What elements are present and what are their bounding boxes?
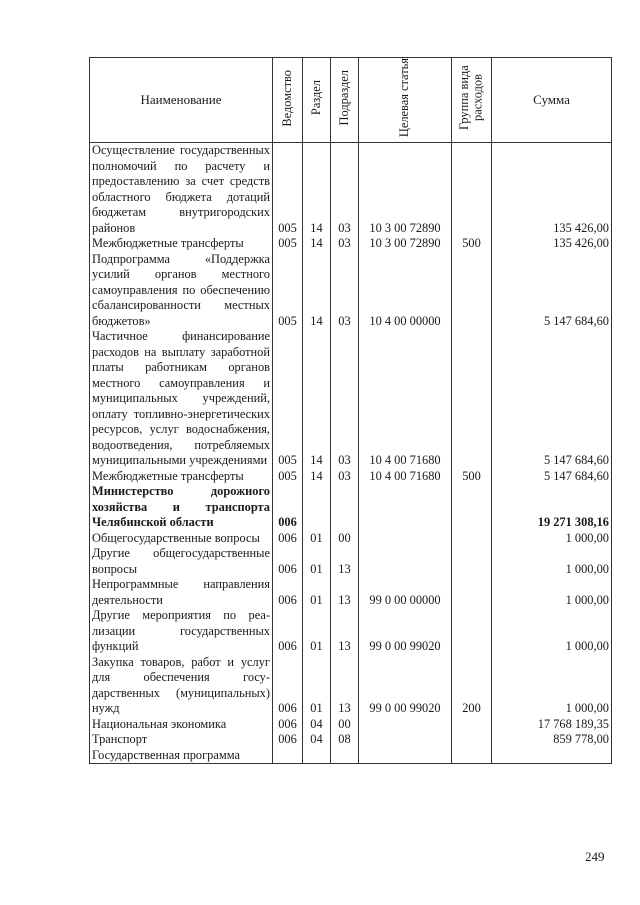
- row-podrazdel: 08: [331, 732, 359, 748]
- row-podrazdel: 13: [331, 546, 359, 577]
- row-summa: 1 000,00: [492, 655, 612, 717]
- row-podrazdel: 13: [331, 655, 359, 717]
- row-razdel: 01: [303, 577, 331, 608]
- row-vedomstvo: 006: [273, 531, 303, 547]
- header-summa: Сумма: [492, 58, 612, 143]
- row-razdel: [303, 484, 331, 531]
- row-razdel: 01: [303, 546, 331, 577]
- row-name: Закупка товаров, работ и услуг для обеспечения государственных (муниципальных) нужд: [90, 655, 273, 717]
- row-podrazdel: 00: [331, 531, 359, 547]
- row-celevaya: 99 0 00 00000: [359, 577, 452, 608]
- row-gruppa: [452, 329, 492, 469]
- row-celevaya: 10 4 00 71680: [359, 469, 452, 485]
- row-gruppa: [452, 531, 492, 547]
- row-vedomstvo: 006: [273, 717, 303, 733]
- row-name: Осуществление государственных полномочий по расчету и предоставлению за счет средств областного бюджета дотаций бюджетам внутригородских районов: [90, 143, 273, 237]
- row-razdel: [303, 748, 331, 764]
- row-name: Общегосударственные вопросы: [90, 531, 273, 547]
- table-row: [90, 732, 612, 748]
- header-podrazdel: Подраздел: [331, 58, 359, 143]
- page-number: 249: [585, 849, 605, 864]
- header-razdel: Раздел: [303, 58, 331, 143]
- row-celevaya: [359, 748, 452, 764]
- table-row: [90, 252, 612, 330]
- row-summa: 135 426,00: [492, 236, 612, 252]
- row-summa: 1 000,00: [492, 531, 612, 547]
- row-gruppa: [452, 143, 492, 237]
- table-row: [90, 608, 612, 655]
- row-vedomstvo: 006: [273, 546, 303, 577]
- row-gruppa: [452, 484, 492, 531]
- row-podrazdel: [331, 484, 359, 531]
- row-razdel: 14: [303, 252, 331, 330]
- table-row: [90, 484, 612, 531]
- header-gruppa: Группа вида расходов: [452, 58, 492, 143]
- row-summa: 19 271 308,16: [492, 484, 612, 531]
- row-vedomstvo: 006: [273, 732, 303, 748]
- row-vedomstvo: 005: [273, 329, 303, 469]
- table-row: [90, 469, 612, 485]
- row-vedomstvo: 005: [273, 252, 303, 330]
- table-row: [90, 531, 612, 547]
- row-celevaya: 10 4 00 71680: [359, 329, 452, 469]
- row-gruppa: [452, 577, 492, 608]
- row-razdel: 14: [303, 469, 331, 485]
- row-name: Другие общегосударственные вопросы: [90, 546, 273, 577]
- row-celevaya: 10 3 00 72890: [359, 143, 452, 237]
- row-gruppa: [452, 546, 492, 577]
- row-summa: 17 768 189,35: [492, 717, 612, 733]
- row-vedomstvo: 006: [273, 484, 303, 531]
- table-row: [90, 143, 612, 237]
- header-vedomstvo: Ведомство: [273, 58, 303, 143]
- row-name: Межбюджетные трансферты: [90, 469, 273, 485]
- row-podrazdel: 13: [331, 577, 359, 608]
- row-vedomstvo: 005: [273, 236, 303, 252]
- row-razdel: 01: [303, 608, 331, 655]
- row-summa: 859 778,00: [492, 732, 612, 748]
- row-podrazdel: 03: [331, 469, 359, 485]
- row-name: Министерство дорожного хозяйства и транспорта Челябинской области: [90, 484, 273, 531]
- table-header: [90, 58, 612, 143]
- row-summa: 135 426,00: [492, 143, 612, 237]
- row-podrazdel: 00: [331, 717, 359, 733]
- row-vedomstvo: 005: [273, 143, 303, 237]
- row-name: Межбюджетные трансферты: [90, 236, 273, 252]
- row-name: Подпрограмма «Поддержка усилий органов местного самоуправления по обеспечению сбалансированности местных бюджетов»: [90, 252, 273, 330]
- row-name: Частичное финансирование расходов на выплату заработной платы работникам органов местного самоуправления и муниципальных учреждений, оплату топливно-энергетических ресурсов, услуг водоснабжения, водоотведения, потребляемых муниципальными учреждениями: [90, 329, 273, 469]
- row-name: Национальная экономика: [90, 717, 273, 733]
- row-gruppa: [452, 717, 492, 733]
- row-gruppa: [452, 732, 492, 748]
- table-row: [90, 717, 612, 733]
- row-vedomstvo: 006: [273, 655, 303, 717]
- row-gruppa: [452, 748, 492, 764]
- row-celevaya: [359, 717, 452, 733]
- row-name: Другие мероприятия по реализации государственных функций: [90, 608, 273, 655]
- row-celevaya: 10 3 00 72890: [359, 236, 452, 252]
- row-gruppa: [452, 252, 492, 330]
- row-gruppa: 500: [452, 236, 492, 252]
- row-vedomstvo: [273, 748, 303, 764]
- row-razdel: 04: [303, 717, 331, 733]
- table-row: [90, 748, 612, 764]
- row-name: Государственная программа: [90, 748, 273, 764]
- row-podrazdel: 03: [331, 143, 359, 237]
- budget-table: [89, 57, 612, 764]
- row-razdel: 04: [303, 732, 331, 748]
- row-podrazdel: [331, 748, 359, 764]
- row-vedomstvo: 006: [273, 577, 303, 608]
- header-name: Наименование: [90, 58, 273, 143]
- row-summa: 5 147 684,60: [492, 329, 612, 469]
- row-razdel: 01: [303, 655, 331, 717]
- row-gruppa: [452, 608, 492, 655]
- table-row: [90, 546, 612, 577]
- row-name: Непрограммные направления деятельности: [90, 577, 273, 608]
- row-summa: 5 147 684,60: [492, 252, 612, 330]
- row-summa: 1 000,00: [492, 577, 612, 608]
- row-celevaya: [359, 732, 452, 748]
- table-body: [90, 143, 612, 764]
- row-celevaya: [359, 484, 452, 531]
- row-razdel: 14: [303, 329, 331, 469]
- row-razdel: 14: [303, 236, 331, 252]
- row-name: Транспорт: [90, 732, 273, 748]
- table-row: [90, 329, 612, 469]
- row-gruppa: 200: [452, 655, 492, 717]
- row-razdel: 14: [303, 143, 331, 237]
- row-summa: 1 000,00: [492, 546, 612, 577]
- row-celevaya: 99 0 00 99020: [359, 608, 452, 655]
- row-podrazdel: 03: [331, 236, 359, 252]
- row-vedomstvo: 006: [273, 608, 303, 655]
- row-celevaya: 10 4 00 00000: [359, 252, 452, 330]
- row-gruppa: 500: [452, 469, 492, 485]
- row-celevaya: [359, 531, 452, 547]
- row-summa: [492, 748, 612, 764]
- row-podrazdel: 03: [331, 252, 359, 330]
- row-podrazdel: 03: [331, 329, 359, 469]
- row-summa: 1 000,00: [492, 608, 612, 655]
- row-vedomstvo: 005: [273, 469, 303, 485]
- row-podrazdel: 13: [331, 608, 359, 655]
- row-summa: 5 147 684,60: [492, 469, 612, 485]
- table-row: [90, 236, 612, 252]
- row-celevaya: [359, 546, 452, 577]
- table-row: [90, 655, 612, 717]
- row-razdel: 01: [303, 531, 331, 547]
- header-celevaya: Целевая статья: [359, 58, 452, 143]
- row-celevaya: 99 0 00 99020: [359, 655, 452, 717]
- table-row: [90, 577, 612, 608]
